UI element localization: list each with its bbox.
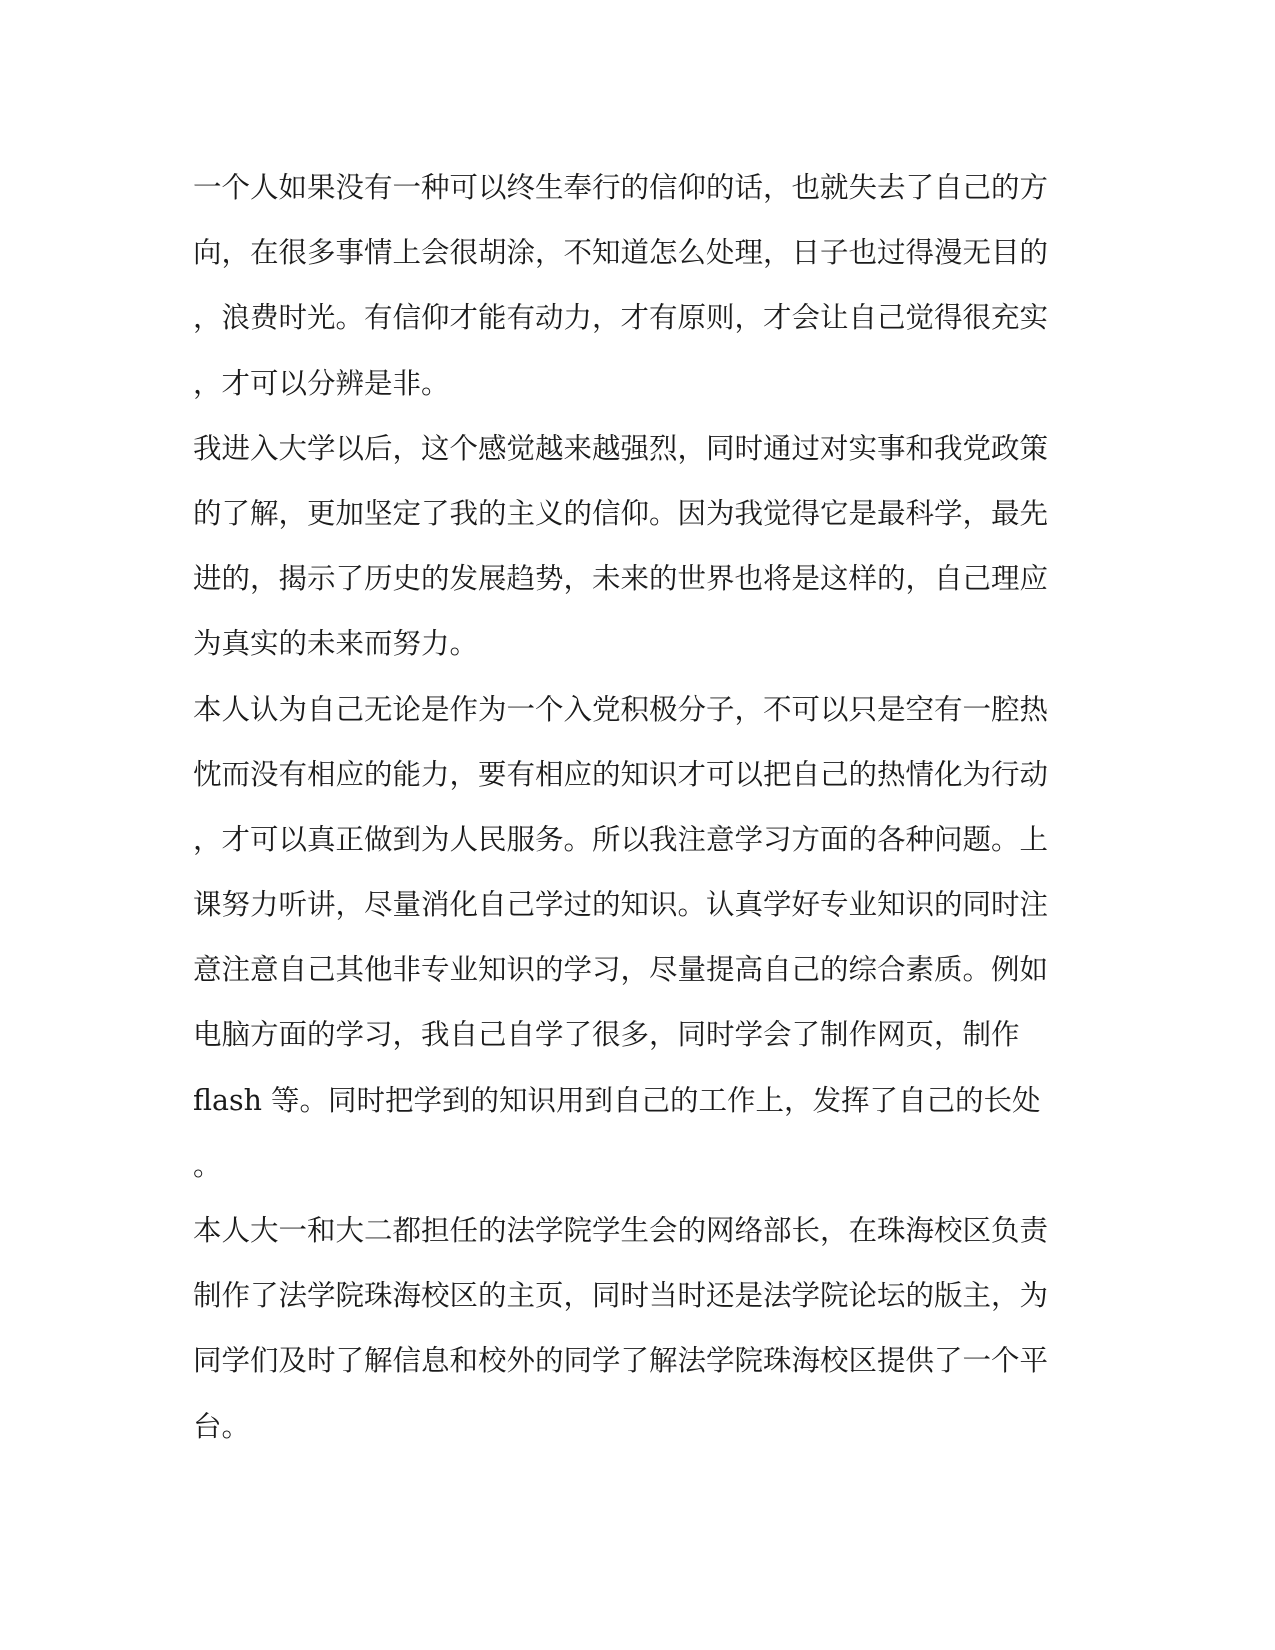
text-line: ，才可以真正做到为人民服务。所以我注意学习方面的各种问题。上 bbox=[193, 822, 1049, 856]
text-line: 的了解，更加坚定了我的主义的信仰。因为我觉得它是最科学，最先 bbox=[193, 496, 1049, 530]
text-line: 一个人如果没有一种可以终生奉行的信仰的话，也就失去了自己的方 bbox=[193, 171, 1049, 204]
text-line: 同学们及时了解信息和校外的同学了解法学院珠海校区提供了一个平 bbox=[193, 1344, 1049, 1378]
text-line: 意注意自己其他非专业知识的学习，尽量提高自己的综合素质。例如 bbox=[193, 953, 1049, 987]
text-line: 向，在很多事情上会很胡涂，不知道怎么处理，日子也过得漫无目的 bbox=[193, 236, 1049, 270]
text-line: 台。 bbox=[193, 1409, 251, 1443]
text-line: 本人认为自己无论是作为一个入党积极分子，不可以只是空有一腔热 bbox=[193, 692, 1049, 726]
text-line: 为真实的未来而努力。 bbox=[193, 627, 479, 661]
text-line: ，才可以分辨是非。 bbox=[193, 366, 450, 400]
text-line: 我进入大学以后，这个感觉越来越强烈，同时通过对实事和我党政策 bbox=[193, 431, 1049, 465]
text-line: 本人大一和大二都担任的法学院学生会的网络部长，在珠海校区负责 bbox=[193, 1214, 1049, 1247]
text-line: ，浪费时光。有信仰才能有动力，才有原则，才会让自己觉得很充实 bbox=[193, 301, 1049, 335]
text-line: 进的，揭示了历史的发展趋势，未来的世界也将是这样的，自己理应 bbox=[193, 562, 1049, 596]
text-line: 课努力听讲，尽量消化自己学过的知识。认真学好专业知识的同时注 bbox=[193, 888, 1049, 922]
text-line: 电脑方面的学习，我自己自学了很多，同时学会了制作网页，制作 bbox=[193, 1018, 1020, 1052]
text-line: 制作了法学院珠海校区的主页，同时当时还是法学院论坛的版主，为 bbox=[193, 1279, 1049, 1313]
text-line: flash 等。同时把学到的知识用到自己的工作上，发挥了自己的长处 bbox=[193, 1083, 1041, 1117]
text-line: 。 bbox=[193, 1148, 222, 1182]
text-line: 忱而没有相应的能力，要有相应的知识才可以把自己的热情化为行动 bbox=[193, 757, 1049, 791]
body-text bbox=[193, 155, 1073, 1459]
